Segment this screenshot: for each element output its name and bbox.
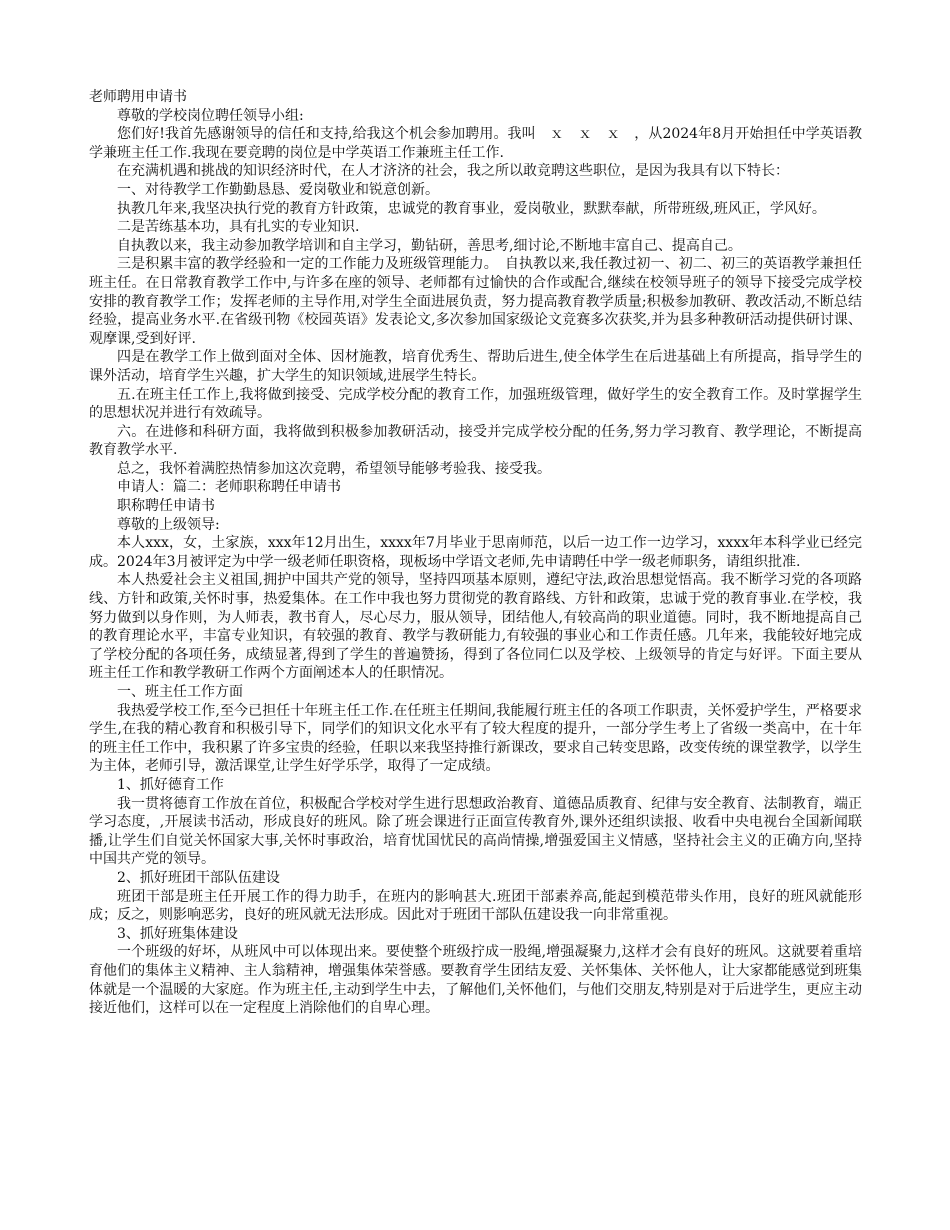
document-title: 老师聘用申请书 bbox=[89, 89, 187, 105]
paragraph-personal-info: 本人xxx，女，土家族，xxx年12月出生，xxxx年7月毕业于思南师范，以后一边工作一边学习，xxxx年本科学业已经完成。2024年3月被评定为中学一级老师任职资格，现板场中学语文老师,先申请聘任中学一级老师职务，请组织批准. bbox=[89, 535, 862, 570]
paragraph-character: 本人热爱社会主义祖国,拥护中国共产党的领导，坚持四项基本原则，遵纪守法,政治思想觉悟高。我不断学习党的各项路线、方针和政策,关怀时事，热爱集体。在工作中我也努力贯彻党的教育路线、方针和政策，忠诚于党的教育事业.在学校，我努力做到以身作则，为人师表，教书育人，尽心尽力，服从领导，团结他人,有较高尚的职业道德。同时，我不断地提高自己的教育理论水平，丰富专业知识，有较强的教育、教学与教研能力,有较强的事业心和工作责任感。几年来，我能较好地完成了学校分配的各项任务，成绩显著,得到了学生的普遍赞扬，得到了各位同仁以及学校、上级领导的肯定与好评。下面主要从班主任工作和教学教研工作两个方面阐述本人的任职情况。 bbox=[89, 572, 862, 682]
section-heading-moral: 1、抓好德育工作 bbox=[117, 776, 224, 793]
paragraph-intro: 您们好!我首先感谢领导的信任和支持,给我这个机会参加聘用。我叫 ｘ ｘ ｘ ，从2024年8月开始担任中学英语教学兼班主任工作.我现在要竞聘的岗位是中学英语工作兼班主任工作. bbox=[89, 126, 862, 161]
paragraph-point-4: 四是在教学工作上做到面对全体、因材施教，培育优秀生、帮助后进生,使全体学生在后进基础上有所提高，指导学生的课外活动，培育学生兴趣，扩大学生的知识领域,进展学生特长。 bbox=[89, 349, 862, 384]
paragraph-strengths: 在充满机遇和挑战的知识经济时代，在人才济济的社会，我之所以敢竞聘这些职位，是因为我具有以下特长： bbox=[117, 163, 789, 180]
paragraph-point-1: 执教几年来,我坚决执行党的教育方针政策，忠诚党的教育事业，爱岗敬业，默默奉献，所带班级,班风正，学风好。 bbox=[117, 200, 826, 217]
heading-point-2: 二是苦练基本功，具有扎实的专业知识. bbox=[117, 219, 360, 236]
paragraph-point-3: 三是积累丰富的教学经验和一定的工作能力及班级管理能力。 自执教以来,我任教过初一、初二、初三的英语教学兼担任班主任。在日常教育教学工作中,与许多在座的领导、老师都有过愉快的合作或配合,继续在校领导班子的领导下接受完成学校安排的教育教学工作；发挥老师的主导作用,对学生全面进展负责，努力提高教育教学质量;积极参加教研、教改活动,不断总结经验，提高业务水平.在省级刊物《校园英语》发表论文,多次参加国家级论文竞赛多次获奖,并为县多种教研活动提供研讨课、观摩课,受到好评. bbox=[89, 256, 862, 347]
paragraph-point-2: 自执教以来，我主动参加教学培训和自主学习，勤钻研，善思考,细讨论,不断地丰富自己、提高自己。 bbox=[117, 237, 742, 254]
salutation-1: 尊敬的学校岗位聘任领导小组: bbox=[117, 107, 304, 124]
applicant-line: 申请人：篇二：老师职称聘任申请书 bbox=[117, 479, 341, 496]
heading-point-1: 一、对待教学工作勤勤恳恳、爱岗敬业和锐意创新。 bbox=[117, 181, 439, 198]
paragraph-moral: 我一贯将德育工作放在首位，积极配合学校对学生进行思想政治教育、道德品质教育、纪律与安全教育、法制教育，端正学习态度，,开展读书活动，形成良好的班风。除了班会课进行正面宣传教育外,课外还组织读报、收看中央电视台全国新闻联播,让学生们自觉关怀国家大事,关怀时事政治，培育忧国忧民的高尚情操,增强爱国主义情感，坚持社会主义的正确方向,坚持中国共产党的领导。 bbox=[89, 795, 862, 868]
paragraph-class-teacher: 我热爱学校工作,至今已担任十年班主任工作.在任班主任期间,我能履行班主任的各项工作职责，关怀爱护学生，严格要求学生,在我的精心教育和积极引导下，同学们的知识文化水平有了较大程度的提升，一部分学生考上了省级一类高中，在十年的班主任工作中，我积累了许多宝贵的经验，任职以来我坚持推行新课改，要求自己转变思路，改变传统的课堂教学，以学生为主体，老师引导，激活课堂,让学生好学乐学，取得了一定成绩。 bbox=[89, 702, 862, 775]
document-title-2: 职称聘任申请书 bbox=[117, 498, 215, 515]
paragraph-point-5: 五.在班主任工作上,我将做到接受、完成学校分配的教育工作，加强班级管理，做好学生的安全教育工作。及时掌握学生的思想状况并进行有效疏导。 bbox=[89, 386, 862, 422]
paragraph-collective: 一个班级的好坏，从班风中可以体现出来。要使整个班级拧成一股绳,增强凝聚力,这样才会有良好的班风。这就要着重培育他们的集体主义精神、主人翁精神，增强集体荣誉感。要教育学生团结友爱、关怀集体、关怀他人，让大家都能感觉到班集体就是一个温暖的大家庭。作为班主任,主动到学生中去，了解他们,关怀他们，与他们交朋友,特别是对于后进学生，更应主动接近他们，这样可以在一定程度上消除他们的自卑心理。 bbox=[89, 944, 862, 1017]
paragraph-conclusion: 总之，我怀着满腔热情参加这次竞聘，希望领导能够考验我、接受我。 bbox=[117, 460, 551, 477]
salutation-2: 尊敬的上级领导: bbox=[117, 516, 220, 533]
paragraph-cadres: 班团干部是班主任开展工作的得力助手，在班内的影响甚大.班团干部素养高,能起到模范带头作用，良好的班风就能形成；反之，则影响恶劣，良好的班风就无法形成。因此对于班团干部队伍建设我一向非常重视。 bbox=[89, 888, 862, 924]
paragraph-point-6: 六。在进修和科研方面，我将做到积极参加教研活动，接受并完成学校分配的任务,努力学习教育、教学理论，不断提高教育教学水平. bbox=[89, 423, 862, 459]
section-heading-cadres: 2、抓好班团干部队伍建设 bbox=[117, 869, 280, 886]
section-heading-1: 一、班主任工作方面 bbox=[117, 684, 243, 700]
section-heading-collective: 3、抓好班集体建设 bbox=[117, 925, 238, 942]
